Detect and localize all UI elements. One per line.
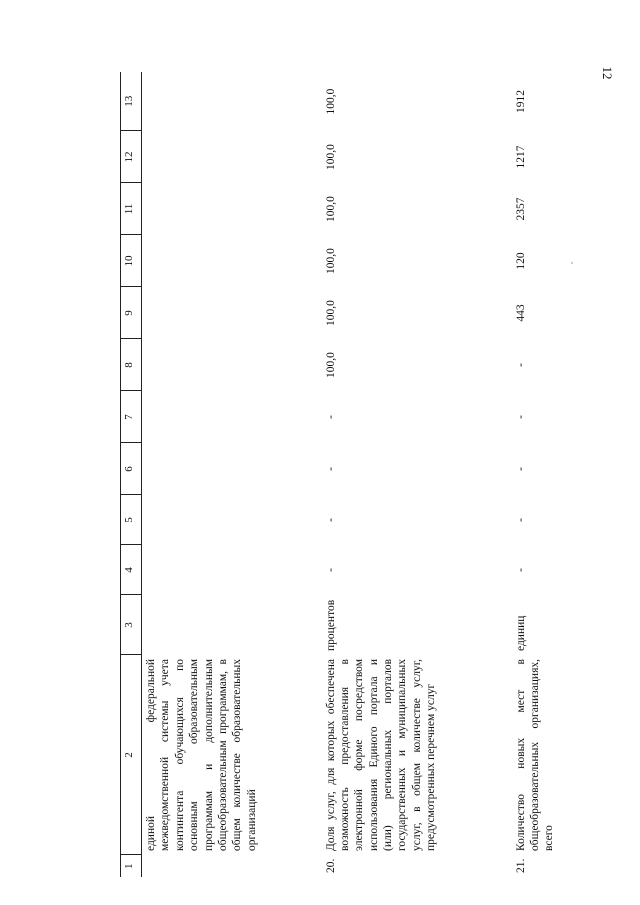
value-cell [142,391,322,443]
value-cell: 100,0 [324,300,337,326]
header-cell: 3 [121,595,142,655]
value-cell [142,545,322,595]
value-cell [142,183,322,235]
value-cell: 1217 [514,145,527,169]
indicators-table [120,72,592,877]
value-cell [142,131,322,183]
value-cell: - [514,518,527,522]
row-unit: процентов [324,599,337,651]
header-cell: 13 [121,72,142,131]
row-description: Количество новых мест в общеобразовательных организациях, всего [514,659,556,851]
row-description: Доля услуг, для которых обеспечена возможность предоставления в электронной форме посредством использования Единого портала и (или) региональных порталов государственных и муниципальных услуг, в общем количестве услуг, предусмотренных перечнем услуг [324,659,438,851]
table-row [142,72,322,877]
rotated-table-container [120,72,620,877]
value-cell: 120 [514,252,527,270]
value-cell: - [514,467,527,471]
row-unit: единиц [514,615,527,651]
value-cell: 443 [514,304,527,322]
header-cell: 5 [121,495,142,545]
row-number: 20. [324,858,337,873]
header-cell: 1 [121,855,142,877]
header-cell: 8 [121,339,142,391]
value-cell: 100,0 [324,352,337,378]
value-cell: 100,0 [324,88,337,115]
header-cell: 4 [121,545,142,595]
value-cell: 100,0 [324,144,337,170]
value-cell: - [514,363,527,367]
header-cell: 7 [121,391,142,443]
header-cell: 2 [121,655,142,855]
value-cell [142,495,322,545]
value-cell: 100,0 [324,248,337,274]
value-cell: 100,0 [324,196,337,222]
value-cell: 2357 [514,197,527,221]
header-row [121,72,142,877]
value-cell [142,235,322,287]
header-cell: 6 [121,443,142,495]
table-row [512,72,592,877]
value-cell [142,443,322,495]
value-cell [142,72,322,131]
row-unit [142,595,322,655]
value-cell: - [324,467,337,471]
row-number: 21. [514,858,527,873]
value-cell: - [324,415,337,419]
header-cell: 12 [121,131,142,183]
value-cell: - [324,518,337,522]
header-cell: 10 [121,235,142,287]
table-row [322,72,512,877]
page-number: 12 [600,66,615,80]
row-description: единой федеральной межведомственной системы учета контингента обучающихся по основным образовательным программам и дополнительным общеобразовательным программам, в общем количестве образовательных организаций [145,659,258,851]
value-cell: - [514,415,527,419]
header-cell: 11 [121,183,142,235]
value-cell: 1912 [514,90,527,113]
value-cell [142,339,322,391]
value-cell: - [324,568,337,572]
value-cell [142,287,322,339]
value-cell: - [514,568,527,572]
row-number [142,855,322,877]
header-cell: 9 [121,287,142,339]
